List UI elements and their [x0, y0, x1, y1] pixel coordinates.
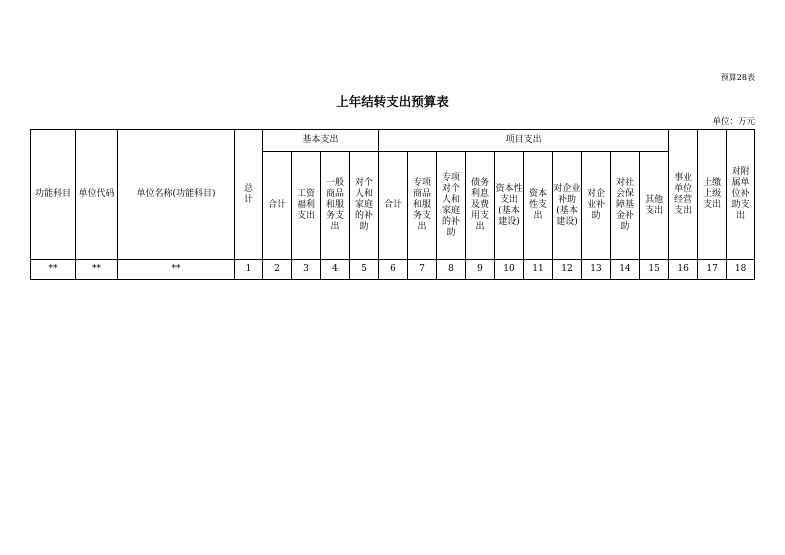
header-project-total: 合计 — [379, 152, 408, 260]
header-proj-enterprise — [582, 152, 611, 260]
header-proj-enterprise-base-text: 对企业补助(基本建设) — [553, 183, 581, 227]
index-cell: 16 — [669, 260, 698, 280]
header-proj-social-text: 对社会保障基金补助 — [616, 178, 635, 232]
header-upper — [698, 130, 727, 260]
index-cell: 8 — [437, 260, 466, 280]
header-proj-personal — [437, 152, 466, 260]
index-cell: 18 — [727, 260, 755, 280]
header-proj-goods-text: 专项商品和服务支出 — [413, 178, 432, 232]
index-cell: 10 — [495, 260, 524, 280]
header-basic-wage-text: 工资福利支出 — [296, 189, 315, 221]
header-project-group: 项目支出 — [379, 130, 669, 152]
header-basic-goods — [321, 152, 350, 260]
header-proj-other-text: 其他支出 — [645, 194, 664, 216]
header-proj-capital-base — [495, 152, 524, 260]
header-unit-code-text: 单位代码 — [78, 189, 115, 199]
header-unit-code — [76, 130, 118, 260]
index-cell: 3 — [292, 260, 321, 280]
header-basic-goods-text: 一般商品和服务支出 — [325, 178, 344, 232]
index-cell: 12 — [553, 260, 582, 280]
index-row — [31, 260, 755, 280]
header-total-text: 总计 — [243, 183, 253, 205]
unit-label: 单位：万元 — [712, 117, 755, 127]
index-cell: 1 — [235, 260, 263, 280]
form-number: 预算28表 — [720, 73, 755, 82]
header-basic-group: 基本支出 — [263, 130, 379, 152]
index-cell: 5 — [350, 260, 379, 280]
header-upper-text: 上缴上级支出 — [703, 178, 722, 210]
budget-table — [30, 129, 755, 280]
header-proj-social — [611, 152, 640, 260]
index-cell: ** — [76, 260, 118, 280]
header-proj-goods — [408, 152, 437, 260]
header-basic-total: 合计 — [263, 152, 292, 260]
header-basic-personal-text: 对个人和家庭的补助 — [354, 178, 373, 232]
header-proj-capital-base-text: 资本性支出(基本建设) — [495, 183, 523, 227]
index-cell: 2 — [263, 260, 292, 280]
header-basic-wage — [292, 152, 321, 260]
header-total — [235, 130, 263, 260]
index-cell: ** — [31, 260, 76, 280]
header-unit-name: 单位名称(功能科目) — [118, 130, 235, 260]
header-func-subject: 功能科目 — [31, 130, 76, 260]
page-title: 上年结转支出预算表 — [336, 94, 449, 109]
header-affiliated — [727, 130, 755, 260]
header-proj-debt-text: 债务利息及费用支出 — [471, 178, 490, 232]
index-cell: 15 — [640, 260, 669, 280]
header-row-groups — [31, 130, 755, 152]
index-cell: 9 — [466, 260, 495, 280]
index-cell: 17 — [698, 260, 727, 280]
index-cell: 4 — [321, 260, 350, 280]
index-cell: 13 — [582, 260, 611, 280]
header-business — [669, 130, 698, 260]
index-cell: 7 — [408, 260, 437, 280]
header-proj-enterprise-text: 对企业补助 — [587, 189, 606, 221]
header-proj-enterprise-base — [553, 152, 582, 260]
index-cell: 11 — [524, 260, 553, 280]
index-cell: ** — [118, 260, 235, 280]
header-proj-personal-text: 专项对个人和家庭的补助 — [442, 172, 461, 238]
index-cell: 14 — [611, 260, 640, 280]
header-proj-capital — [524, 152, 553, 260]
header-proj-capital-text: 资本性支出 — [529, 189, 548, 221]
header-proj-debt — [466, 152, 495, 260]
header-affiliated-text: 对附属单位补助支出 — [731, 167, 750, 221]
header-proj-other — [640, 152, 669, 260]
header-basic-personal — [350, 152, 379, 260]
index-cell: 6 — [379, 260, 408, 280]
header-business-text: 事业单位经营支出 — [674, 172, 693, 216]
